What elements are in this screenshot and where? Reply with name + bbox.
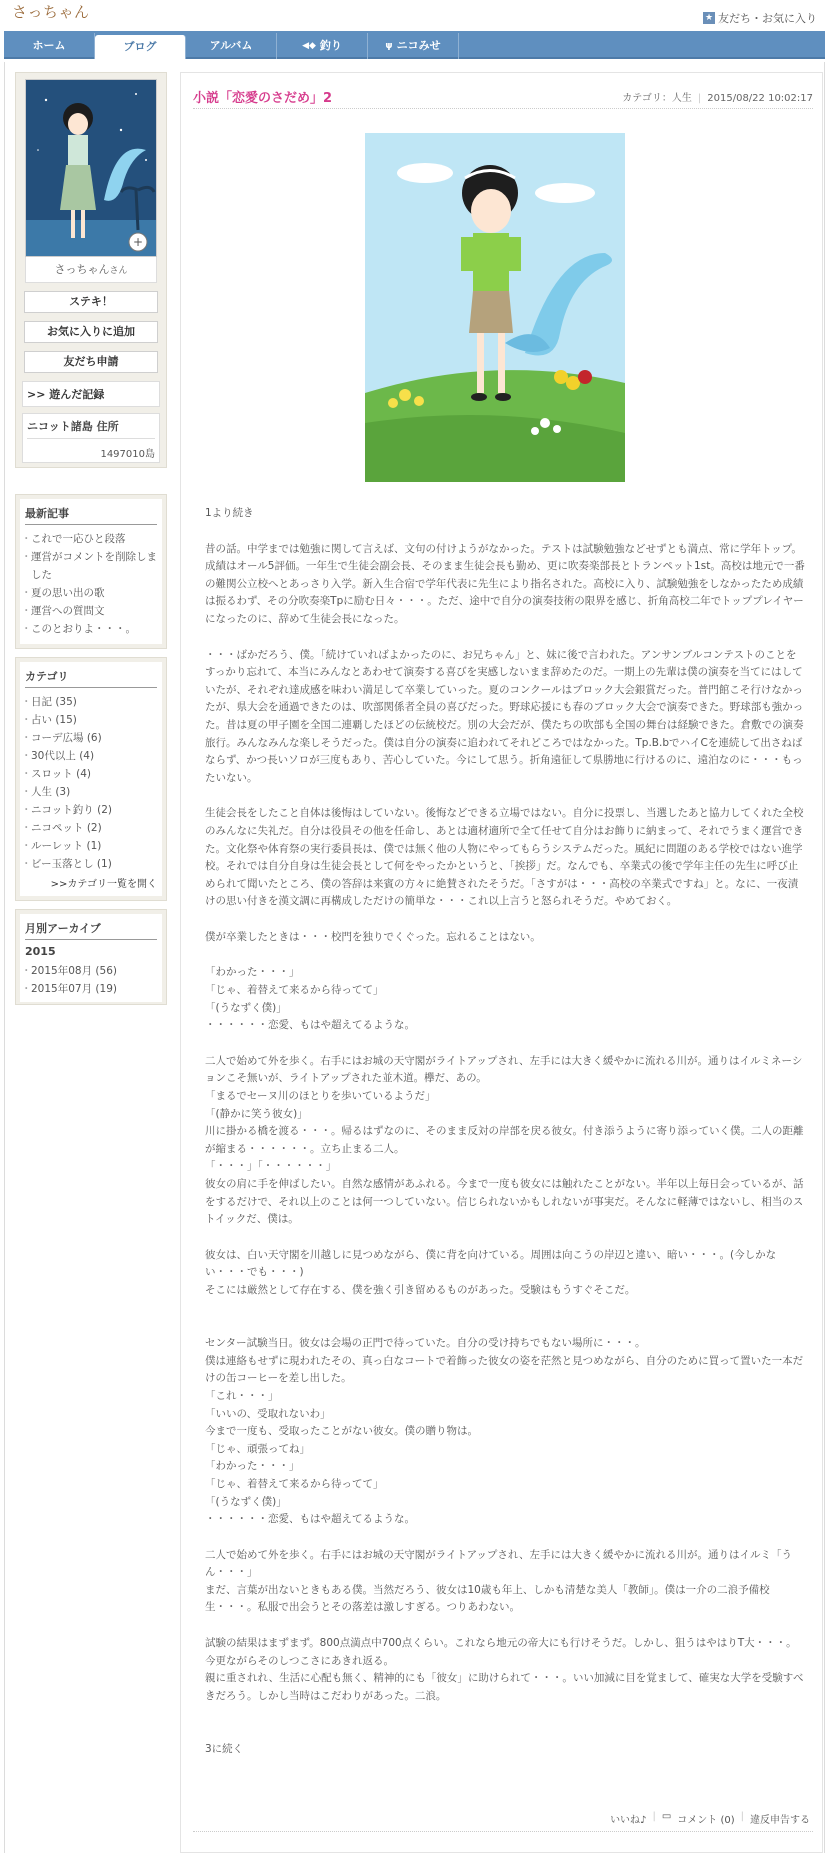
post-footer: いいね♪ | ▭ コメント (0) | 違反申告する [610,1811,810,1826]
list-item[interactable]: ・ 運営がコメントを削除しました [25,548,157,584]
post-meta: カテゴリ：人生 | 2015/08/22 10:02:17 [622,93,813,104]
list-item[interactable]: ・ 占い (15) [25,711,157,729]
site-header [0,0,829,30]
list-item[interactable]: ・ ルーレット (1) [25,837,157,855]
island-value[interactable]: 1497010島 [100,449,155,460]
open-category-list-link[interactable]: >>カテゴリ一覧を開く [50,879,157,890]
post-datetime: 2015/08/22 10:02:17 [707,93,813,104]
post-paragraph: 「わかった・・・」 「じゃ、着替えて来るから待ってて」 「(うなずく僕)」 ・・・・・・恋愛、もはや超えてるような。 [205,966,415,1032]
main-nav [4,31,825,59]
friends-favorites-label: 友だち・お気に入り [718,12,817,25]
list-item[interactable]: ・ 30代以上 (4) [25,747,157,765]
friends-favorites-link[interactable] [703,10,817,26]
list-item[interactable]: ・ このとおりよ・・・。 [25,620,157,638]
list-item[interactable]: ・ 2015年07月 (19) [25,980,157,998]
post-paragraph: 3に続く [205,1743,244,1756]
list-item[interactable]: ・ 運営への質問文 [25,602,157,620]
list-item[interactable]: ・ ビー玉落とし (1) [25,855,157,873]
report-link[interactable]: 違反申告する [750,1815,810,1826]
recent-posts-title: 最新記事 [25,505,157,525]
list-item[interactable]: ・ スロット (4) [25,765,157,783]
post-body [205,505,805,1777]
list-item[interactable]: ・ これで一応ひと段落 [25,530,157,548]
fork-icon: ψ [385,41,393,51]
archive-title: 月別アーカイブ [25,920,157,940]
tab-fishing[interactable]: ◀◆ 釣り [277,33,368,59]
categories-title: カテゴリ [25,668,157,688]
comment-icon: ▭ [661,1811,672,1822]
archive-year: 2015 [25,945,56,958]
tab-blog[interactable]: ブログ [95,35,186,59]
add-favorite-button[interactable]: お気に入りに追加 [24,321,158,343]
list-item[interactable]: ・ ニコット釣り (2) [25,801,157,819]
sidebar [15,72,167,1005]
nice-button[interactable]: ステキ！ [24,291,158,313]
post-paragraph: 二人で始めて外を歩く。右手にはお城の天守閣がライトアップされ、左手には大きく緩やかに流れる川が。通りはイルミ「うん・・・」 まだ、言葉が出ないときもある僕。当然だろう、彼女は10歳も年上、しかも清楚な美人「教師」。僕は一介の二浪予備校生・・・。私服で出会うとその落差は激しすぎる。つりあわない。 [205,1548,793,1614]
post-paragraph: 二人で始めて外を歩く。右手にはお城の天守閣がライトアップされ、左手には大きく緩やかに流れる川が。通りはイルミネーションこそ無いが、ライトアップされた並木道。欅だ、あの。 「まるでセーヌ川のほとりを歩いているようだ」 「(静かに笑う彼女)」 川に掛かる橋を渡る・・・。帰るはずなのに、そのまま反対の岸部を戻る彼女。付き添うように寄り添っていく僕。二人の距離が縮まる・・・・・・。立ち止まる二人。 「・・・」「・・・・・・」 彼女の肩に手を伸ばしたい。自然な感情があふれる。今まで一度も彼女には触れたことがない。半年以上毎日会っているが、話をするだけで、それ以上のことは何一つしていない。信じられないかもしれないが事実だ。そんなに軽薄ではないし、相当のストイックだ、僕は。 [205,1054,804,1226]
divider [193,1831,813,1832]
recent-posts [15,494,167,649]
post-paragraph: センター試験当日。彼女は会場の正門で待っていた。自分の受け持ちでもない場所に・・・。 僕は連絡もせずに現われたその、真っ白なコートで着飾った彼女の姿を茫然と見つめながら、自分のために買って置いた一本だけの缶コーヒーを差し出した。 「これ・・・」 「いいの、受取れないわ」 今まで一度も、受取ったことがない彼女。僕の贈り物は。 「じゃ、頑張ってね」 「わかった・・・」 「じゃ、着替えて来るから待ってて」 「(うなずく僕)」 ・・・・・・恋愛、もはや超えてるような。 [205,1337,804,1526]
post-category[interactable]: カテゴリ：人生 [622,93,692,104]
double-chevron-icon: >> [27,388,46,401]
post-title[interactable]: 小説「恋愛のさだめ」2 [193,91,333,106]
post-paragraph: 1より続き [205,507,254,519]
friend-request-button[interactable]: 友だち申請 [24,351,158,373]
post-paragraph: 昔の話。中学までは勉強に関して言えば、文句の付けようがなかった。テストは試験勉強などせずとも満点、常に学年トップ。成績はオール5評価。一年生で生徒会副会長、そのまま生徒会長も勤め、更に吹奏楽部長とトランペット1st。高校は地元で一番の難関公立校へとあっさり入学。新入生合宿で学年代表に先生により指名された。高校に入り、試験勉強をしなかったため成績は振るわず、その分吹奏楽Tpに励む日々・・・。ただ、途中で自分の演奏技術の限界を感じ、折角高校二年でトッププレイヤーになったのに、辞めて生徒会長になった。 [205,542,805,625]
list-item[interactable]: ・ 日記 (35) [25,693,157,711]
profile-name[interactable]: さっちゃんさん [25,257,157,283]
post-paragraph: 僕が卒業したときは・・・校門を独りでくぐった。忘れることはない。 [205,930,541,943]
list-item[interactable]: ・ 2015年08月 (56) [25,962,157,980]
avatar[interactable] [25,79,157,257]
fish-icon: ◀◆ [302,41,316,51]
nice-link[interactable]: いいね♪ [610,1815,647,1826]
profile-box [15,72,167,468]
list-item[interactable]: ・ コーデ広場 (6) [25,729,157,747]
post-content [180,72,823,1853]
page-frame [4,62,825,1853]
tab-nicomise[interactable]: ψ ニコみせ [368,33,459,59]
tab-album[interactable]: アルバム [186,33,277,59]
svg-text:+: + [133,235,144,249]
site-title[interactable]: さっちゃん [12,3,90,21]
post-paragraph: 彼女は、白い天守閣を川越しに見つめながら、僕に背を向けている。周囲は向こうの岸辺と違い、暗い・・・。(今しかない・・・でも・・・) そこには厳然として存在する、僕を強く引き留めるものがあった。受験はもうすぐそこだ。 [205,1248,777,1296]
monthly-archive [15,909,167,1005]
star-icon: ★ [704,13,714,23]
tab-home[interactable]: ホーム [4,33,95,59]
post-image [365,133,625,482]
island-address [22,413,160,463]
categories [15,657,167,901]
post-paragraph: ・・・ばかだろう、僕。「続けていればよかったのに、お兄ちゃん」と、妹に後で言われた。アンサンブルコンテストのことをすっかり忘れて、本当にみんなとあわせて演奏する喜びを実感しないまま辞めたのだ。一期上の先輩は僕の演奏を当てにはしていたが、それぞれ達成感を味わい満足して卒業していった。夏のコンクールはブロック大会銀賞だった。普門館こそ行けなかったが、県大会を通過できたのは、吹部関係者全員の喜びだった。野球応援にも春のブロック大会で演奏できた。野球部も強かった。昔は夏の甲子園を全国二連覇したほどの伝統校だ。別の大会だが、僕たちの吹部も全国の舞台は経験できた。倉敷での演奏旅行。みんなみんな楽しそうだった。僕は自分の演奏に追われてそれどころではなかった。Tp.B.bでハイCを連続して出さねばならず、かつ長いソロが三度もあり、苦心していた。今にして思う。折角遠征して県勝地に行けるのに、遠泊なのに・・・もったいない。 [205,648,804,784]
island-label: ニコット諸島 住所 [27,418,155,439]
played-log-link[interactable]: >> 遊んだ記録 [22,381,160,407]
post-paragraph: 生徒会長をしたこと自体は後悔はしていない。後悔などできる立場ではない。自分に投票し、当選したあと協力してくれた全校のみんなに失礼だ。自分は役員その他を任命し、あとは適材適所で全て任せて自分はお飾りに納まって、それでうまく運営できた。文化祭や体育祭の実行委員長は、僕では無く他の人物にやってもらうシステムだった。風紀に問題のある学校ではない進学校。それでは自分自身は生徒会長として何をやったかというと、「挨拶」だ。なんでも、卒業式の後で学年主任の先生に呼び止められて聞いたところ、僕の答辞は来賓の方々に絶賛されたそうだ。「さすがは・・・高校の卒業式ですね」と。なに、一夜漬けの思い付きを漢文調に再構成しただけの簡単な・・・これ以上言うと怒られそうだ。やめておく。 [205,807,804,908]
comment-link[interactable]: コメント (0) [677,1815,735,1826]
list-item[interactable]: ・ 夏の思い出の歌 [25,584,157,602]
list-item[interactable]: ・ ニコペット (2) [25,819,157,837]
post-header [193,85,813,109]
post-paragraph: 試験の結果はまずまず。800点満点中700点くらい。これなら地元の帝大にも行けそうだ。しかし、狙うはやはりT大・・・。今更ながらそのしつこさにあきれ返る。 親に重されれ、生活に心配も無く、精神的にも「彼女」に助けられて・・・。いい加減に目を覚まして、確実な大学を受験すべきだろう。しかし当時はこだわりがあった。二浪。 [205,1637,804,1702]
list-item[interactable]: ・ 人生 (3) [25,783,157,801]
